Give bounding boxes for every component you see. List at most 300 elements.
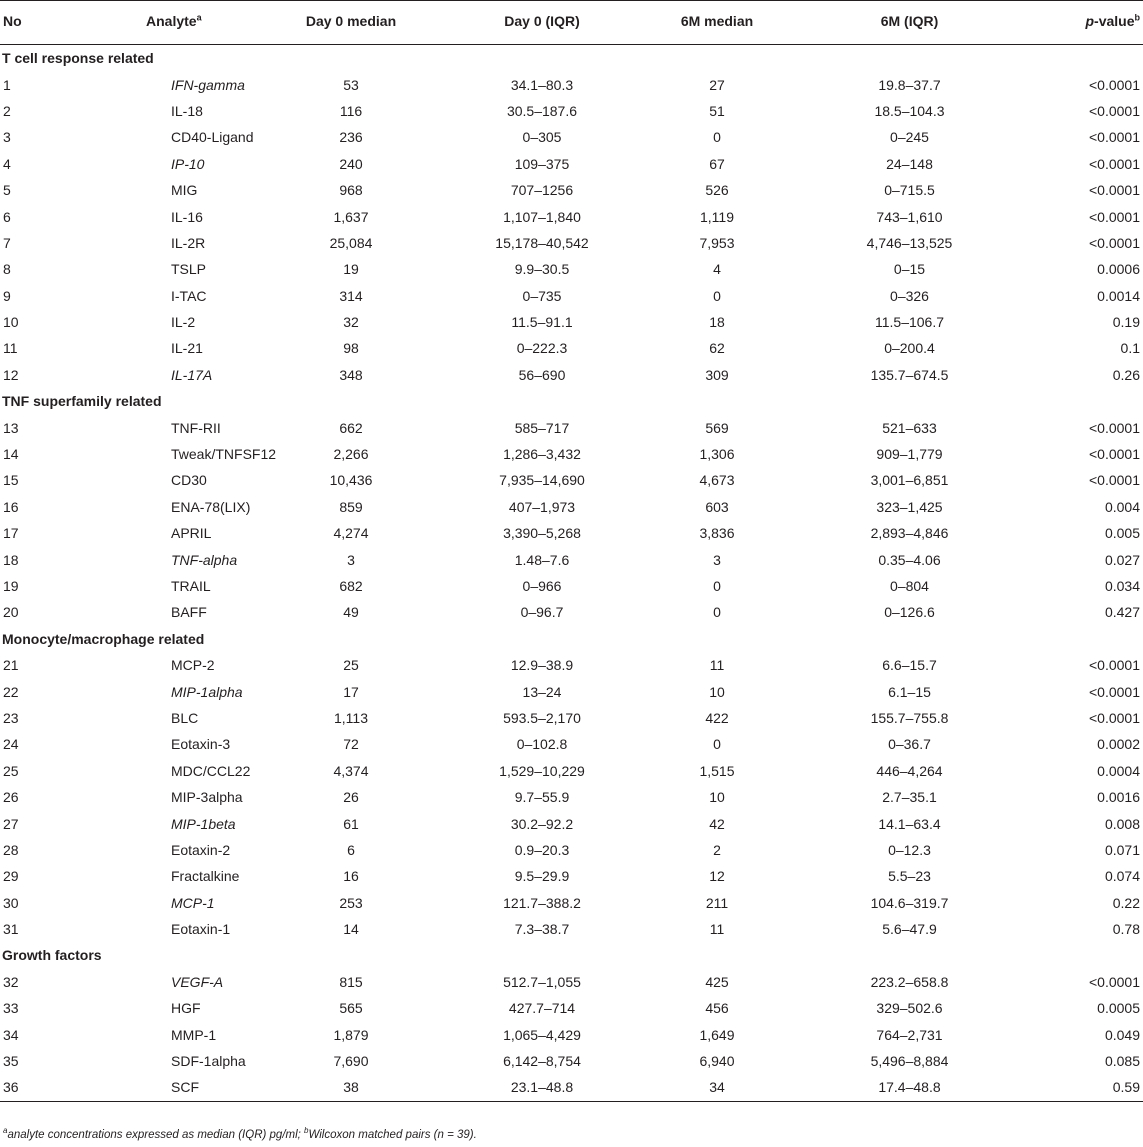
cell-day0-median: 38 — [266, 1074, 436, 1101]
cell-6m-median: 1,119 — [700, 208, 734, 225]
cell-pvalue: <0.0001 — [1089, 155, 1140, 172]
cell-day0-median: 1,113 — [334, 709, 368, 726]
cell-day0-iqr: 12.9–38.9 — [510, 657, 574, 674]
cell-no: 14 — [3, 446, 19, 463]
cell-6m-iqr: 909–1,779 — [876, 446, 943, 463]
cell-day0-iqr: 13–24 — [522, 683, 562, 700]
cell-6m-median: 1,515 — [699, 762, 735, 779]
cell-day0-median: 25,084 — [329, 234, 373, 251]
cell-6m-median: 603 — [705, 498, 729, 515]
cell-day0-iqr: 30.2–92.2 — [510, 815, 574, 832]
table-row — [0, 309, 1143, 335]
cell-day0-median: 19 — [343, 261, 359, 278]
table-row — [0, 124, 1143, 150]
table-row — [0, 151, 1143, 177]
cell-pvalue: 0.005 — [1104, 525, 1140, 542]
header-no: No — [0, 1, 56, 45]
cell-day0-median: 25 — [343, 657, 359, 674]
cell-day0-iqr: 0–735 — [522, 287, 562, 304]
cell-analyte: BAFF — [171, 604, 207, 621]
cell-6m-iqr: 19.8–37.7 — [878, 76, 941, 93]
cell-analyte: MIP-1alpha — [171, 683, 243, 700]
cell-day0-median: 53 — [343, 76, 359, 93]
cell-no: 7 — [3, 234, 11, 251]
cell-day0-median: 1,879 — [333, 1026, 369, 1043]
table-row — [0, 599, 1143, 625]
cell-6m-iqr: 0–326 — [890, 287, 929, 304]
cell-day0-iqr: 1,107–1,840 — [503, 208, 581, 225]
cell-6m-iqr: 2.7–35.1 — [882, 789, 937, 806]
cell-analyte: CD40-Ligand — [171, 129, 254, 146]
cell-pvalue: 0.0006 — [1097, 261, 1140, 278]
cell-no: 36 — [0, 1074, 56, 1101]
table-row — [0, 810, 1143, 836]
cell-no: 21 — [3, 657, 19, 674]
cell-day0-median: 17 — [343, 683, 359, 700]
table-row — [0, 1074, 1143, 1101]
cell-day0-iqr: 7,935–14,690 — [499, 472, 585, 489]
cell-no: 33 — [3, 1000, 19, 1017]
table-row — [0, 71, 1143, 97]
cell-day0-median: 236 — [339, 129, 363, 146]
cell-pvalue: 0.78 — [1112, 921, 1140, 938]
cell-pvalue: 0.0002 — [1097, 736, 1140, 753]
cell-no: 12 — [3, 366, 19, 383]
cell-analyte: Fractalkine — [171, 868, 240, 885]
cell-pvalue: 0.0005 — [1097, 1000, 1140, 1017]
cell-day0-iqr: 593.5–2,170 — [503, 709, 581, 726]
cell-day0-iqr: 3,390–5,268 — [503, 525, 581, 542]
cell-pvalue: 0.004 — [1104, 498, 1140, 515]
cell-6m-iqr: 0–804 — [890, 578, 929, 594]
cell-day0-median: 968 — [339, 182, 363, 199]
cell-day0-iqr: 1,529–10,229 — [499, 762, 585, 779]
cell-pvalue: <0.0001 — [1089, 973, 1140, 990]
table-row — [0, 1048, 1143, 1074]
cell-pvalue: <0.0001 — [1089, 208, 1140, 225]
cell-6m-median: 211 — [705, 894, 729, 911]
cell-analyte: MCP-1 — [171, 894, 215, 911]
cell-6m-median: 1,649 — [699, 1026, 735, 1043]
cell-day0-iqr: 0–102.8 — [516, 736, 568, 753]
table-footnote: $^a$analyte concentrations expressed as median (IQR) pg/ml; $^b$Wilcoxon matched pairs (n = 39). — [3, 1126, 477, 1141]
cell-6m-median: 0 — [713, 736, 721, 753]
cell-no: 9 — [3, 287, 11, 304]
cell-day0-median: 348 — [339, 366, 363, 383]
cell-6m-median: 18 — [709, 314, 725, 331]
cell-pvalue: <0.0001 — [1089, 102, 1140, 119]
cell-6m-median: 1,306 — [699, 446, 735, 463]
cell-no: 11 — [3, 340, 18, 357]
cell-pvalue: 0.071 — [1104, 841, 1140, 858]
cell-day0-median: 1,637 — [333, 208, 369, 225]
cell-6m-median: 67 — [709, 155, 725, 172]
table-row — [0, 546, 1143, 572]
cell-day0-iqr: 1,286–3,432 — [503, 446, 581, 463]
cell-day0-median: 253 — [339, 894, 363, 911]
table-row — [0, 441, 1143, 467]
cell-6m-median: 2 — [713, 841, 721, 858]
cell-no: 25 — [3, 762, 19, 779]
cell-6m-iqr: 5.5–23 — [888, 868, 931, 885]
cell-6m-iqr: 2,893–4,846 — [870, 525, 949, 542]
cell-day0-iqr: 9.7–55.9 — [514, 789, 570, 806]
cell-pvalue: 0.0004 — [1097, 762, 1140, 779]
table-row — [0, 256, 1143, 282]
cell-day0-iqr: 512.7–1,055 — [503, 973, 581, 990]
cell-6m-median: 0 — [713, 287, 721, 304]
table-row — [0, 969, 1143, 995]
cell-pvalue: 0.0016 — [1097, 789, 1140, 806]
cell-analyte: IL-2 — [171, 314, 196, 331]
cell-analyte: MCP-2 — [171, 657, 215, 674]
cell-analyte: IL-21 — [171, 340, 203, 357]
cell-day0-median: 2,266 — [333, 446, 369, 463]
table-row — [0, 916, 1143, 942]
cell-pvalue: 0.049 — [1104, 1026, 1140, 1043]
cell-analyte: MMP-1 — [171, 1026, 217, 1043]
cell-no: 5 — [3, 182, 11, 199]
cell-pvalue: <0.0001 — [1089, 76, 1140, 93]
section-header-row — [0, 45, 1143, 72]
cell-day0-median: 32 — [343, 314, 359, 331]
cell-no: 28 — [3, 841, 19, 858]
table-row — [0, 203, 1143, 229]
cell-no: 29 — [3, 868, 19, 885]
cell-6m-iqr: 17.4–48.8 — [786, 1074, 1033, 1101]
cell-day0-median: 240 — [339, 155, 363, 172]
header-analyte: Analyte$^a$ — [56, 1, 266, 45]
cell-6m-median: 34 — [648, 1074, 786, 1101]
cell-no: 19 — [3, 578, 19, 594]
cell-day0-iqr: 9.5–29.9 — [514, 868, 570, 885]
cell-day0-median: 4,274 — [333, 525, 369, 542]
cell-no: 23 — [3, 709, 19, 726]
cell-day0-iqr: 0.9–20.3 — [514, 841, 570, 858]
cell-no: 35 — [3, 1053, 19, 1070]
cell-pvalue: 0.19 — [1112, 314, 1140, 331]
section-title: Monocyte/macrophage related — [2, 630, 205, 647]
table-row — [0, 652, 1143, 678]
table-row — [0, 335, 1143, 361]
cell-no: 17 — [3, 525, 19, 542]
section-header-row — [0, 942, 1143, 968]
cell-day0-median: 682 — [339, 578, 363, 594]
cell-day0-iqr: 23.1–48.8 — [436, 1074, 648, 1101]
cell-6m-iqr: 0.35–4.06 — [878, 551, 941, 568]
cell-day0-iqr: 0–222.3 — [516, 340, 568, 357]
cell-6m-iqr: 743–1,610 — [876, 208, 943, 225]
cell-pvalue: 0.074 — [1104, 868, 1140, 885]
cell-6m-median: 4,673 — [699, 472, 735, 489]
section-header-row — [0, 388, 1143, 414]
cell-6m-iqr: 323–1,425 — [876, 498, 943, 515]
cell-pvalue: 0.26 — [1112, 366, 1140, 383]
cell-6m-iqr: 521–633 — [882, 419, 937, 436]
cell-no: 16 — [3, 498, 19, 515]
cell-6m-iqr: 0–126.6 — [884, 604, 935, 621]
cell-day0-iqr: 0–966 — [522, 578, 562, 594]
cell-day0-median: 3 — [347, 551, 355, 568]
cell-no: 26 — [3, 789, 19, 806]
table-row — [0, 494, 1143, 520]
table-row — [0, 177, 1143, 203]
table-row — [0, 362, 1143, 388]
cell-no: 2 — [3, 102, 11, 119]
section-title: T cell response related — [2, 50, 154, 67]
cell-no: 31 — [3, 921, 19, 938]
cell-analyte: APRIL — [171, 525, 212, 542]
cell-day0-iqr: 109–375 — [514, 155, 570, 172]
cell-6m-iqr: 223.2–658.8 — [870, 973, 949, 990]
cell-6m-median: 27 — [709, 76, 725, 93]
table-body — [0, 45, 1143, 1102]
cell-day0-median: 16 — [343, 868, 359, 885]
cell-6m-median: 11 — [709, 921, 725, 938]
cell-6m-median: 0 — [713, 129, 721, 146]
table-row — [0, 1021, 1143, 1047]
cell-day0-iqr: 427.7–714 — [508, 1000, 576, 1017]
cell-pvalue: <0.0001 — [1089, 129, 1140, 146]
cell-day0-iqr: 121.7–388.2 — [503, 894, 581, 911]
cell-analyte: IFN-gamma — [171, 76, 245, 93]
cell-day0-iqr: 15,178–40,542 — [495, 234, 589, 251]
cell-pvalue: 0.59 — [1033, 1074, 1143, 1101]
cell-day0-iqr: 56–690 — [518, 366, 566, 383]
cell-day0-median: 14 — [343, 921, 359, 938]
cell-analyte: IL-18 — [171, 102, 203, 119]
cell-day0-median: 815 — [339, 973, 363, 990]
cell-6m-iqr: 0–15 — [893, 261, 926, 278]
cell-6m-median: 526 — [705, 182, 729, 199]
cell-6m-iqr: 104.6–319.7 — [870, 894, 949, 911]
header-6m-median: 6M median — [648, 1, 786, 45]
cell-6m-median: 12 — [709, 868, 725, 885]
cell-analyte: Eotaxin-3 — [171, 736, 231, 753]
table-row — [0, 995, 1143, 1021]
table-row — [0, 414, 1143, 440]
cell-no: 34 — [3, 1026, 19, 1043]
cell-day0-iqr: 6,142–8,754 — [503, 1053, 581, 1070]
section-title: Growth factors — [2, 947, 102, 964]
cell-analyte: ENA-78(LIX) — [171, 498, 251, 515]
table-row — [0, 731, 1143, 757]
cell-no: 13 — [3, 419, 19, 436]
cell-analyte: TNF-alpha — [171, 551, 238, 568]
cell-analyte: IP-10 — [171, 155, 205, 172]
cell-pvalue: 0.034 — [1104, 578, 1140, 594]
table-row — [0, 758, 1143, 784]
cell-day0-median: 6 — [347, 841, 355, 858]
cell-6m-iqr: 4,746–13,525 — [866, 234, 953, 251]
cell-6m-iqr: 6.1–15 — [888, 683, 931, 700]
cell-pvalue: 0.22 — [1112, 894, 1140, 911]
cell-6m-iqr: 5,496–8,884 — [870, 1053, 949, 1070]
cell-6m-median: 425 — [705, 973, 729, 990]
table-row — [0, 705, 1143, 731]
cell-6m-iqr: 24–148 — [886, 155, 933, 172]
cell-day0-median: 7,690 — [333, 1053, 369, 1070]
cell-analyte: HGF — [171, 1000, 201, 1017]
cell-day0-iqr: 1,065–4,429 — [503, 1026, 581, 1043]
cell-pvalue: 0.0014 — [1097, 287, 1140, 304]
cell-analyte: VEGF-A — [171, 973, 224, 990]
cell-analyte: SCF — [56, 1074, 266, 1101]
cell-6m-median: 3 — [713, 551, 721, 568]
cell-day0-iqr: 1.48–7.6 — [514, 551, 570, 568]
cell-no: 6 — [3, 208, 11, 225]
cell-pvalue: <0.0001 — [1089, 446, 1140, 463]
cell-6m-median: 0 — [713, 604, 721, 621]
table-row — [0, 678, 1143, 704]
cell-pvalue: 0.027 — [1104, 551, 1140, 568]
cell-6m-median: 62 — [709, 340, 725, 357]
cell-analyte: MDC/CCL22 — [171, 762, 251, 779]
cell-pvalue: <0.0001 — [1089, 419, 1140, 436]
cell-no: 20 — [3, 604, 19, 621]
cell-6m-median: 309 — [705, 366, 729, 383]
cell-no: 15 — [3, 472, 19, 489]
cell-pvalue: 0.427 — [1104, 604, 1140, 621]
cell-day0-iqr: 585–717 — [514, 419, 570, 436]
cell-analyte: BLC — [171, 709, 199, 726]
cell-analyte: TSLP — [171, 261, 207, 278]
section-header-row — [0, 626, 1143, 652]
cell-day0-median: 116 — [339, 102, 363, 119]
table-row — [0, 863, 1143, 889]
cell-6m-iqr: 3,001–6,851 — [870, 472, 949, 489]
cell-6m-median: 7,953 — [699, 234, 735, 251]
cell-6m-iqr: 5.6–47.9 — [882, 921, 937, 938]
cell-day0-iqr: 34.1–80.3 — [510, 76, 574, 93]
cell-6m-iqr: 0–12.3 — [888, 841, 931, 858]
table-row — [0, 837, 1143, 863]
cell-6m-iqr: 6.6–15.7 — [882, 657, 937, 674]
cell-analyte: IL-2R — [171, 234, 206, 251]
cell-pvalue: <0.0001 — [1089, 182, 1140, 199]
cell-day0-median: 61 — [343, 815, 359, 832]
cell-no: 30 — [3, 894, 19, 911]
table-row — [0, 230, 1143, 256]
cell-day0-median: 26 — [343, 789, 359, 806]
cell-pvalue: <0.0001 — [1089, 709, 1140, 726]
cell-pvalue: 0.085 — [1104, 1053, 1140, 1070]
cell-no: 24 — [3, 736, 19, 753]
section-title: TNF superfamily related — [2, 393, 162, 410]
cell-no: 8 — [3, 261, 11, 278]
cell-day0-median: 859 — [339, 498, 363, 515]
cell-6m-median: 51 — [709, 102, 725, 119]
cell-pvalue: 0.1 — [1120, 340, 1140, 357]
cell-6m-median: 422 — [705, 709, 729, 726]
cell-day0-median: 662 — [339, 419, 363, 436]
table-row — [0, 520, 1143, 546]
cell-day0-iqr: 30.5–187.6 — [506, 102, 578, 119]
cell-day0-iqr: 0–96.7 — [520, 604, 564, 621]
cell-day0-median: 10,436 — [329, 472, 373, 489]
cell-pvalue: <0.0001 — [1089, 472, 1140, 489]
cell-analyte: TNF-RII — [171, 419, 221, 436]
cell-day0-iqr: 11.5–91.1 — [511, 314, 573, 331]
cell-day0-iqr: 407–1,973 — [508, 498, 576, 515]
cell-analyte: MIP-1beta — [171, 815, 236, 832]
cell-no: 10 — [3, 314, 19, 331]
cell-pvalue: 0.008 — [1104, 815, 1140, 832]
table-row — [0, 784, 1143, 810]
cell-no: 27 — [3, 815, 19, 832]
cell-no: 1 — [3, 76, 11, 93]
cell-analyte: MIP-3alpha — [171, 789, 243, 806]
cell-no: 3 — [3, 129, 11, 146]
cell-6m-median: 10 — [709, 789, 725, 806]
cell-analyte: IL-16 — [171, 208, 203, 225]
cell-analyte: Tweak/TNFSF12 — [171, 446, 277, 463]
cell-analyte: MIG — [171, 182, 198, 199]
cell-6m-iqr: 155.7–755.8 — [870, 709, 949, 726]
cell-6m-iqr: 0–200.4 — [884, 340, 935, 357]
cell-6m-iqr: 135.7–674.5 — [870, 366, 949, 383]
cell-no: 32 — [3, 973, 19, 990]
cell-6m-iqr: 0–245 — [890, 129, 929, 146]
cell-6m-iqr: 14.1–63.4 — [878, 815, 941, 832]
cell-pvalue: <0.0001 — [1089, 657, 1140, 674]
header-day0-median: Day 0 median — [266, 1, 436, 45]
cell-day0-median: 49 — [343, 604, 359, 621]
cell-6m-median: 3,836 — [699, 525, 735, 542]
header-day0-iqr: Day 0 (IQR) — [436, 1, 648, 45]
header-analyte-sup: a — [196, 12, 202, 23]
table-header-row — [0, 1, 1143, 45]
cell-6m-iqr: 0–36.7 — [888, 736, 931, 753]
cell-no: 4 — [3, 155, 11, 172]
cell-analyte: Eotaxin-1 — [171, 921, 231, 938]
cell-no: 22 — [3, 683, 19, 700]
table-row — [0, 283, 1143, 309]
cell-analyte: SDF-1alpha — [171, 1053, 246, 1070]
cell-day0-median: 4,374 — [333, 762, 369, 779]
cell-6m-median: 569 — [705, 419, 729, 436]
cell-day0-median: 314 — [339, 287, 363, 304]
table-row — [0, 467, 1143, 493]
cell-day0-median: 565 — [339, 1000, 363, 1017]
header-pvalue: p-value$^b$ — [1033, 1, 1143, 45]
cell-analyte: IL-17A — [171, 366, 213, 383]
cell-6m-median: 456 — [705, 1000, 729, 1017]
header-6m-iqr: 6M (IQR) — [786, 1, 1033, 45]
cell-day0-iqr: 9.9–30.5 — [514, 261, 570, 278]
cell-analyte: I-TAC — [171, 287, 207, 304]
cell-6m-median: 42 — [709, 815, 725, 832]
cell-6m-iqr: 0–715.5 — [884, 182, 935, 199]
cell-6m-median: 6,940 — [699, 1053, 735, 1070]
cell-pvalue: <0.0001 — [1089, 683, 1140, 700]
cell-6m-iqr: 764–2,731 — [876, 1026, 943, 1043]
table-row — [0, 573, 1143, 599]
cell-day0-median: 72 — [343, 736, 359, 753]
cell-6m-iqr: 329–502.6 — [876, 1000, 943, 1017]
cell-6m-median: 10 — [709, 683, 725, 700]
table-row — [0, 98, 1143, 124]
cell-analyte: Eotaxin-2 — [171, 841, 231, 858]
cell-6m-median: 11 — [709, 657, 725, 674]
cell-day0-iqr: 707–1256 — [510, 182, 574, 199]
cell-analyte: CD30 — [171, 472, 207, 489]
cell-6m-iqr: 11.5–106.7 — [874, 314, 945, 331]
cell-day0-iqr: 0–305 — [522, 129, 562, 146]
cell-6m-median: 0 — [713, 578, 721, 594]
cell-pvalue: <0.0001 — [1089, 234, 1140, 251]
cell-6m-iqr: 446–4,264 — [876, 762, 943, 779]
